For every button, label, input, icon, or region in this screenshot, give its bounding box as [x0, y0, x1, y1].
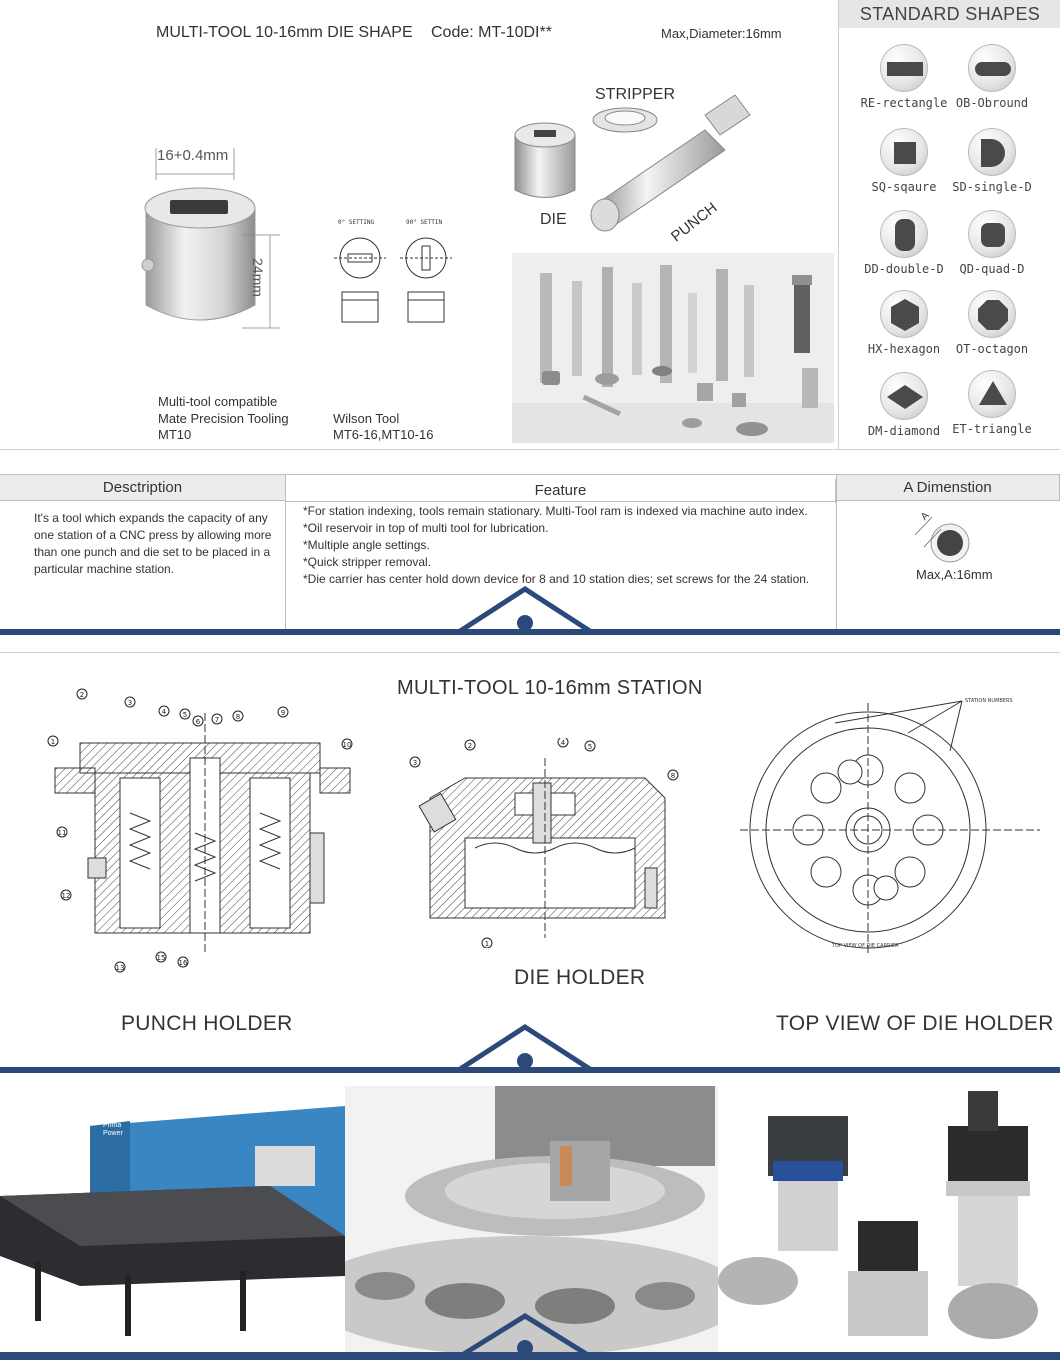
- station-numbers-label: STATION NUMBERS: [965, 698, 1013, 704]
- svg-text:1: 1: [484, 940, 490, 948]
- shape-obround: OB-Obround: [942, 44, 1042, 124]
- diamond-icon: [880, 372, 928, 420]
- feature-header: Feature: [286, 479, 836, 503]
- feature-list: [303, 503, 833, 588]
- feature-item: *For station indexing, tools remain stationary. Multi-Tool ram is indexed via machine auto index.: [303, 504, 808, 518]
- svg-text:5: 5: [587, 743, 593, 751]
- obround-icon: [968, 44, 1016, 92]
- svg-text:16: 16: [178, 959, 188, 967]
- dimension-header: A Dimenstion: [836, 475, 1060, 501]
- description-header: Desctription: [0, 475, 286, 501]
- divider-chevron: [450, 585, 600, 635]
- svg-text:4: 4: [161, 708, 167, 716]
- top-view-drawing: [740, 693, 1050, 963]
- feature-item: *Oil reservoir in top of multi tool for lubrication.: [303, 521, 549, 535]
- max-diameter: Max,Diameter:16mm: [661, 26, 782, 41]
- hexagon-icon: [880, 290, 928, 338]
- shape-octagon: OT-octagon: [942, 290, 1042, 370]
- standard-shapes-panel: [838, 0, 1060, 450]
- svg-text:8: 8: [235, 713, 241, 721]
- square-icon: [880, 128, 928, 176]
- svg-text:6: 6: [195, 718, 201, 726]
- die-callouts: [405, 738, 695, 948]
- svg-text:12: 12: [61, 892, 71, 900]
- shape-square: SQ-sqaure: [854, 128, 954, 208]
- multitool-photo: [718, 1086, 1060, 1352]
- punch-callouts: [40, 683, 370, 983]
- shape-triangle: ET-triangle: [942, 370, 1042, 450]
- die-holder-title: DIE HOLDER: [514, 966, 646, 989]
- svg-text:3: 3: [412, 759, 418, 767]
- product-code: Code: MT-10DI**: [431, 24, 552, 41]
- single-d-icon: [968, 128, 1016, 176]
- page-title: MULTI-TOOL 10-16mm DIE SHAPE: [156, 24, 413, 41]
- divider-chevron: [450, 1312, 600, 1360]
- quad-d-icon: [968, 210, 1016, 258]
- mate-brand: Mate Precision Tooling: [158, 411, 289, 426]
- octagon-icon: [968, 290, 1016, 338]
- tools-photo: [512, 253, 834, 443]
- triangle-icon: [968, 370, 1016, 418]
- shape-quad-d: QD-quad-D: [942, 210, 1042, 290]
- machine-photo: [0, 1086, 345, 1352]
- rectangle-icon: [880, 44, 928, 92]
- wilson-brand: Wilson Tool: [333, 411, 400, 426]
- shape-double-d: DD-double-D: [854, 210, 954, 290]
- die-label: DIE: [540, 211, 567, 228]
- shape-single-d: SD-single-D: [942, 128, 1042, 208]
- svg-text:1: 1: [50, 738, 56, 746]
- top-view-title: TOP VIEW OF DIE HOLDER: [776, 1012, 1054, 1035]
- setting-0-label: 0° SETTING: [338, 219, 375, 226]
- setting-drawings: [330, 230, 460, 330]
- svg-text:15: 15: [156, 954, 166, 962]
- standard-shapes-title: STANDARD SHAPES: [839, 0, 1060, 28]
- die-shape-section: [0, 0, 1060, 450]
- top-view-caption: TOP VIEW OF DIE CARRIER: [832, 943, 899, 949]
- station-section: [0, 652, 1060, 1072]
- feature-item: *Quick stripper removal.: [303, 555, 432, 569]
- punch-holder-title: PUNCH HOLDER: [121, 1012, 293, 1035]
- divider-chevron: [450, 1023, 600, 1073]
- svg-text:9: 9: [280, 709, 286, 717]
- dimension-max: Max,A:16mm: [916, 567, 993, 582]
- svg-text:3: 3: [127, 699, 133, 707]
- wilson-model: MT6-16,MT10-16: [333, 427, 434, 442]
- setting-90-label: 90° SETTIN: [406, 219, 443, 226]
- feature-item: *Multiple angle settings.: [303, 538, 430, 552]
- feature-item: *Die carrier has center hold down device for 8 and 10 station dies; set screws for the 24 station.: [303, 572, 810, 586]
- station-title: MULTI-TOOL 10-16mm STATION: [397, 677, 703, 699]
- svg-text:13: 13: [115, 964, 125, 972]
- double-d-icon: [880, 210, 928, 258]
- punch-label: PUNCH: [668, 199, 721, 246]
- die-drawing: [130, 140, 300, 340]
- svg-text:7: 7: [214, 716, 220, 724]
- description-text: It's a tool which expands the capacity of any one station of a CNC press by allowing more than one punch and die set to be placed in a particular machine station.: [34, 511, 272, 576]
- spec-table: [0, 474, 1060, 634]
- shape-diamond: DM-diamond: [854, 372, 954, 452]
- svg-text:11: 11: [57, 829, 67, 837]
- machine-brand: Prima Power: [103, 1122, 123, 1137]
- svg-text:4: 4: [560, 739, 566, 747]
- svg-text:5: 5: [182, 711, 188, 719]
- mate-model: MT10: [158, 427, 192, 442]
- svg-text:10: 10: [342, 741, 352, 749]
- svg-text:2: 2: [467, 742, 473, 750]
- height-dimension: 24mm: [250, 258, 266, 297]
- dimension-letter: A: [919, 510, 932, 523]
- shape-rectangle: RE-rectangle: [854, 44, 954, 124]
- shape-hexagon: HX-hexagon: [854, 290, 954, 370]
- stripper-label: STRIPPER: [595, 86, 676, 103]
- svg-text:2: 2: [79, 691, 85, 699]
- compat-line: Multi-tool compatible: [158, 394, 278, 409]
- width-dimension: 16+0.4mm: [157, 147, 229, 164]
- svg-text:8: 8: [670, 772, 676, 780]
